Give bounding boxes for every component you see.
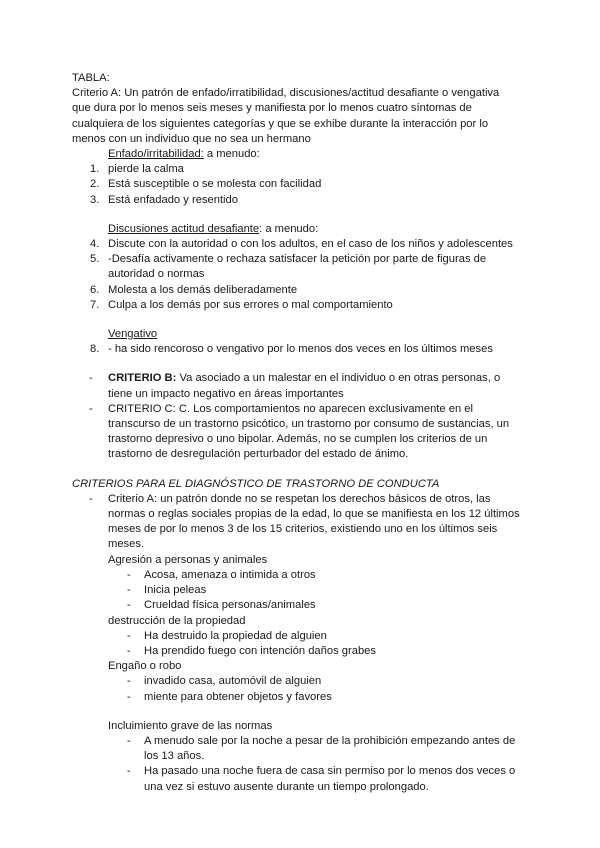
- category-anger-title: Enfado/irritabilidad:: [108, 148, 204, 161]
- list-item: 3. Está enfadado y resentido: [72, 193, 520, 208]
- group-title: Agresión a personas y animales: [108, 553, 268, 566]
- category-vindictive: [108, 327, 520, 342]
- criterion-b-colon: :: [172, 372, 177, 385]
- dash-marker: -: [89, 492, 93, 505]
- list-item: - Ha prendido fuego con intención daños grabes: [127, 644, 376, 657]
- item-number: 6.: [90, 283, 100, 296]
- odd-criterion-a: Criterio A: Un patrón de enfado/irratibilidad, discusiones/actitud desafiante o vengativa que dura por lo menos seis meses y manifiesta por lo menos cuatro síntomas de cualquiera de los siguientes categorías y que se exhibe durante la interacción por lo menos con un individuo que no sea un hermano: [72, 87, 500, 145]
- item-number: 4.: [90, 238, 100, 251]
- vindictive-list: [72, 342, 520, 357]
- group-title: destrucción de la propiedad: [108, 614, 246, 627]
- anger-list: [72, 162, 520, 208]
- list-item: - miente para obtener objetos y favores: [127, 690, 332, 703]
- list-item: - Ha pasado una noche fuera de casa sin permiso por lo menos dos veces o una vez si estuvo ausente durante un tiempo prolongado.: [127, 765, 516, 793]
- category-defiant-title: Discusiones actitud desafiante: [108, 222, 260, 235]
- list-item: - Ha destruido la propiedad de alguien: [127, 629, 327, 642]
- dash-marker: -: [89, 372, 93, 385]
- dash-marker: -: [89, 402, 93, 415]
- list-item: 6. Molesta a los demás deliberadamente: [72, 283, 520, 298]
- category-defiant: [108, 222, 520, 237]
- list-item: - A menudo sale por la noche a pesar de la prohibición empezando antes de los 13 años.: [127, 734, 516, 763]
- list-item: - Inicia peleas: [127, 584, 207, 597]
- item-number: 5.: [90, 253, 100, 266]
- list-item: - Crueldad física personas/animales: [127, 599, 316, 612]
- item-number: 8.: [90, 343, 100, 356]
- item-number: 1.: [90, 163, 100, 176]
- item-number: 3.: [90, 193, 100, 206]
- list-item: 5. -Desafía activamente o rechaza satisfacer la petición por parte de figuras de autoridad o normas: [90, 253, 487, 281]
- category-vindictive-title: Vengativo: [108, 328, 158, 341]
- criterion-b-text: Va asociado a un malestar en el individuo o en otras personas, o tiene un impacto negativo en áreas importantes: [108, 372, 501, 400]
- list-item: - invadido casa, automóvil de alguien: [127, 675, 322, 688]
- list-item: - Acosa, amenaza o intimida a otros: [127, 568, 316, 581]
- criterion-b-label: CRITERIO B: [108, 372, 173, 385]
- list-item: 4. Discute con la autoridad o con los adultos, en el caso de los niños y adolescentes: [72, 237, 520, 252]
- group-title: Incluimiento grave de las normas: [108, 719, 273, 732]
- list-item: 8. - ha sido rencoroso o vengativo por lo menos dos veces en los últimos meses: [72, 342, 520, 357]
- table-title: TABLA:: [72, 72, 110, 84]
- item-number: 7.: [90, 298, 100, 311]
- odd-criterion-c: - CRITERIO C: C. Los comportamientos no aparecen exclusivamente en el transcurso de un trastorno psicótico, un trastorno por consumo de sustancias, un trastorno depresivo o uno bipolar. Además, no se cumplen los criterios de un trastorno de desregulación perturbador del estado de ánimo.: [89, 402, 510, 461]
- odd-criterion-b: [72, 371, 520, 401]
- list-item: 1. pierde la calma: [72, 162, 520, 177]
- list-item: 2. Está susceptible o se molesta con facilidad: [72, 177, 520, 192]
- defiant-list: [72, 237, 520, 313]
- conduct-disorder-heading: CRITERIOS PARA EL DIAGNÓSTICO DE TRASTORNO DE CONDUCTA: [72, 477, 440, 490]
- group-title: Engaño o robo: [108, 660, 182, 673]
- category-defiant-suffix: : a menudo:: [259, 222, 319, 235]
- list-item: 7. Culpa a los demás por sus errores o mal comportamiento: [72, 298, 520, 313]
- cd-criterion-a: - Criterio A: un patrón donde no se respetan los derechos básicos de otros, las normas o reglas sociales propias de la edad, lo que se manifiesta en los 12 últimos meses de por lo menos 3 de los 15 criterios, existiendo uno en los últimos seis meses.: [89, 492, 520, 551]
- category-anger-suffix: a menudo:: [203, 148, 260, 161]
- item-number: 2.: [90, 178, 100, 191]
- category-anger: [108, 147, 520, 162]
